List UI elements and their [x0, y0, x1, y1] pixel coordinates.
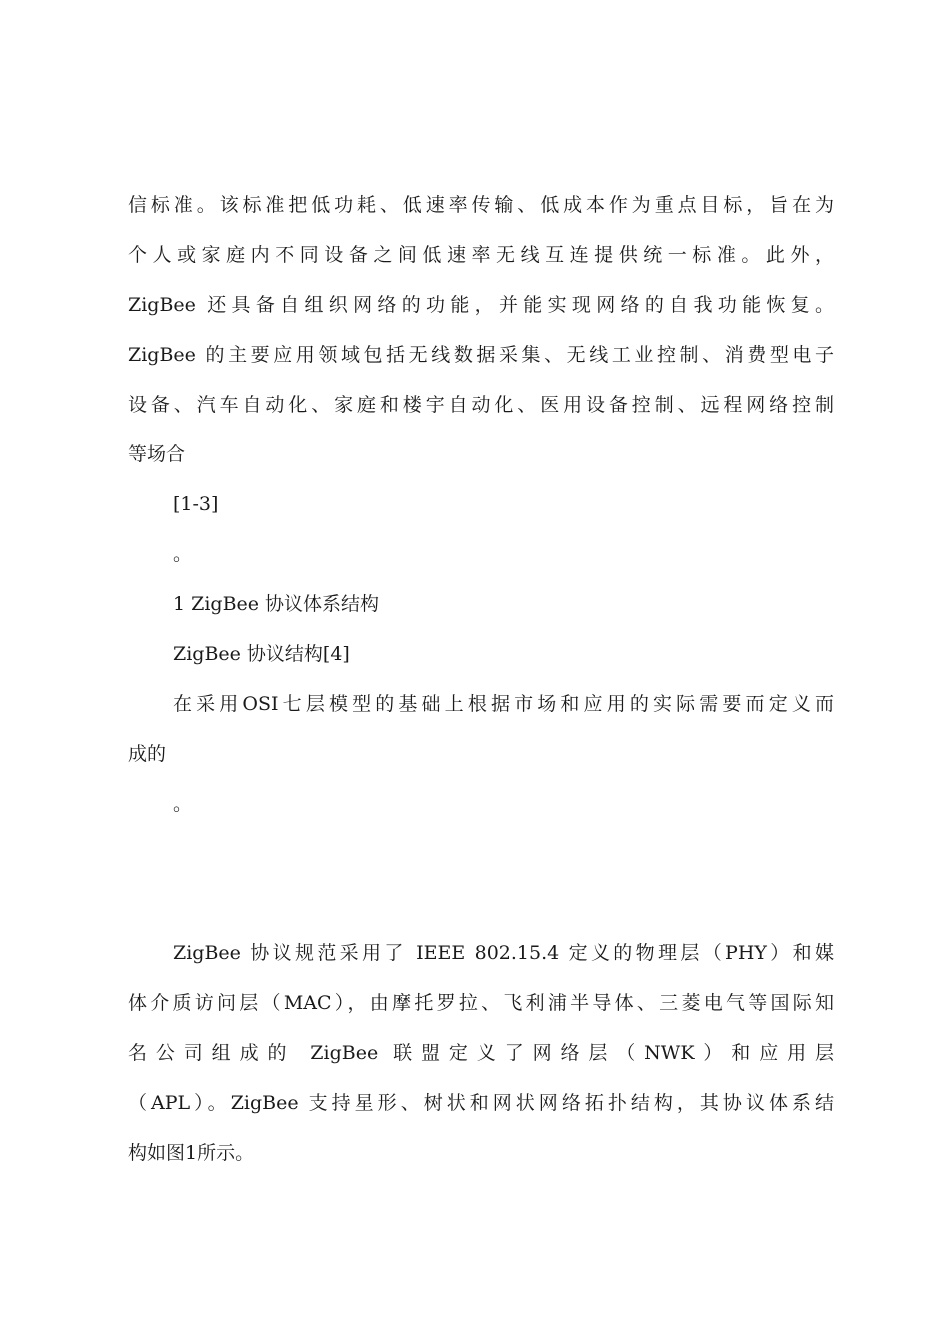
- paragraph2-line-5: 构如图1所示。: [128, 1142, 255, 1164]
- paragraph1-line-1: 信标准。该标准把低功耗、低速率传输、低成本作为重点目标，旨在为: [128, 194, 834, 216]
- paragraph2-line-2: 体介质访问层（MAC），由摩托罗拉、飞利浦半导体、三菱电气等国际知: [128, 992, 834, 1014]
- paragraph2-line-4: （APL）。ZigBee 支持星形、树状和网状网络拓扑结构，其协议体系结: [128, 1092, 834, 1114]
- section1-period: 。: [173, 793, 193, 815]
- section-heading: 1 ZigBee 协议体系结构: [173, 593, 380, 615]
- paragraph2-line-3: 名公司组成的 ZigBee 联盟定义了网络层（NWK）和应用层: [128, 1042, 834, 1064]
- paragraph1-period: 。: [173, 543, 193, 565]
- paragraph1-line-5: 设备、汽车自动化、家庭和楼宇自动化、医用设备控制、远程网络控制: [128, 394, 834, 416]
- section1-line-1: 在采用OSI七层模型的基础上根据市场和应用的实际需要而定义而: [173, 693, 834, 715]
- citation-reference: [1-3]: [173, 493, 219, 515]
- paragraph1-line-4: ZigBee 的主要应用领域包括无线数据采集、无线工业控制、消费型电子: [128, 344, 834, 366]
- paragraph2-line-1: ZigBee 协议规范采用了 IEEE 802.15.4 定义的物理层（PHY）和媒: [173, 942, 834, 964]
- paragraph1-line-6: 等场合: [128, 443, 186, 465]
- paragraph1-line-3: ZigBee 还具备自组织网络的功能，并能实现网络的自我功能恢复。: [128, 294, 834, 316]
- section1-line-2: 成的: [128, 743, 167, 765]
- section-subheading: ZigBee 协议结构[4]: [173, 643, 350, 665]
- paragraph1-line-2: 个人或家庭内不同设备之间低速率无线互连提供统一标准。此外，: [128, 244, 834, 266]
